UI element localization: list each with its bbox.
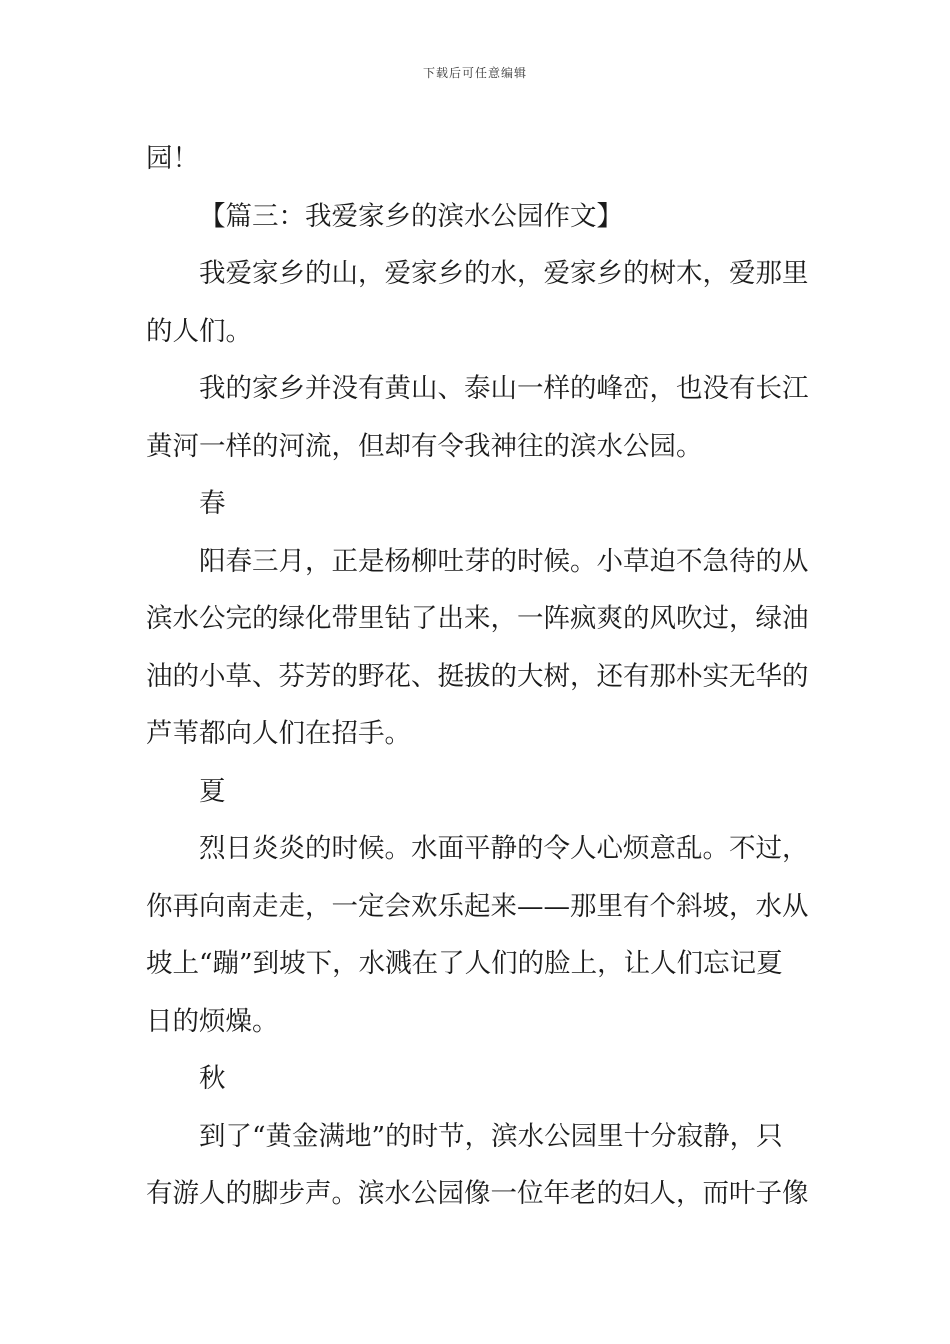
paragraph-5 [146, 533, 808, 763]
season-heading: 夏 [199, 775, 226, 807]
text-line: 日的烦燥。 [146, 1005, 279, 1037]
text-line: 油的小草、芬芳的野花、挺拔的大树，还有那朴实无华的 [146, 660, 809, 692]
paragraph-2 [146, 245, 808, 360]
paragraph-summer-heading [146, 763, 808, 821]
season-heading: 秋 [199, 1063, 226, 1094]
page-header: 下载后可任意编辑 [422, 66, 527, 80]
paragraph-section-title [146, 188, 808, 246]
paragraph-spring-heading [146, 475, 808, 533]
section-title: 【篇三：我爱家乡的滨水公园作文】 [199, 200, 623, 232]
text-line: 你再向南走走，一定会欢乐起来——那里有个斜坡，水从 [146, 890, 809, 922]
text-line: 我爱家乡的山，爱家乡的水，爱家乡的树木，爱那里 [199, 258, 809, 289]
paragraph-3 [146, 360, 808, 475]
paragraph-7 [146, 820, 808, 1050]
text-line: 坡上“蹦”到坡下，水溅在了人们的脸上，让人们忘记夏 [146, 948, 783, 979]
document-body [146, 130, 808, 1223]
paragraph-autumn-heading [146, 1050, 808, 1108]
text-line: 芦苇都向人们在招手。 [146, 718, 411, 749]
text-line: 阳春三月，正是杨柳吐芽的时候。小草迫不急待的从 [199, 545, 809, 577]
text-line: 园！ [146, 143, 199, 174]
paragraph-9 [146, 1108, 808, 1223]
text-line: 烈日炎炎的时候。水面平静的令人心烦意乱。不过， [199, 833, 809, 864]
text-line: 我的家乡并没有黄山、泰山一样的峰峦，也没有长江 [199, 373, 809, 404]
text-line: 黄河一样的河流，但却有令我神往的滨水公园。 [146, 430, 703, 462]
text-line: 滨水公完的绿化带里钻了出来，一阵疯爽的风吹过，绿油 [146, 603, 809, 634]
season-heading: 春 [199, 488, 226, 519]
text-line: 到了“黄金满地”的时节，滨水公园里十分寂静，只 [199, 1120, 783, 1152]
text-line: 有游人的脚步声。滨水公园像一位年老的妇人，而叶子像 [146, 1178, 809, 1209]
text-line: 的人们。 [146, 315, 252, 347]
paragraph-0 [146, 130, 808, 188]
